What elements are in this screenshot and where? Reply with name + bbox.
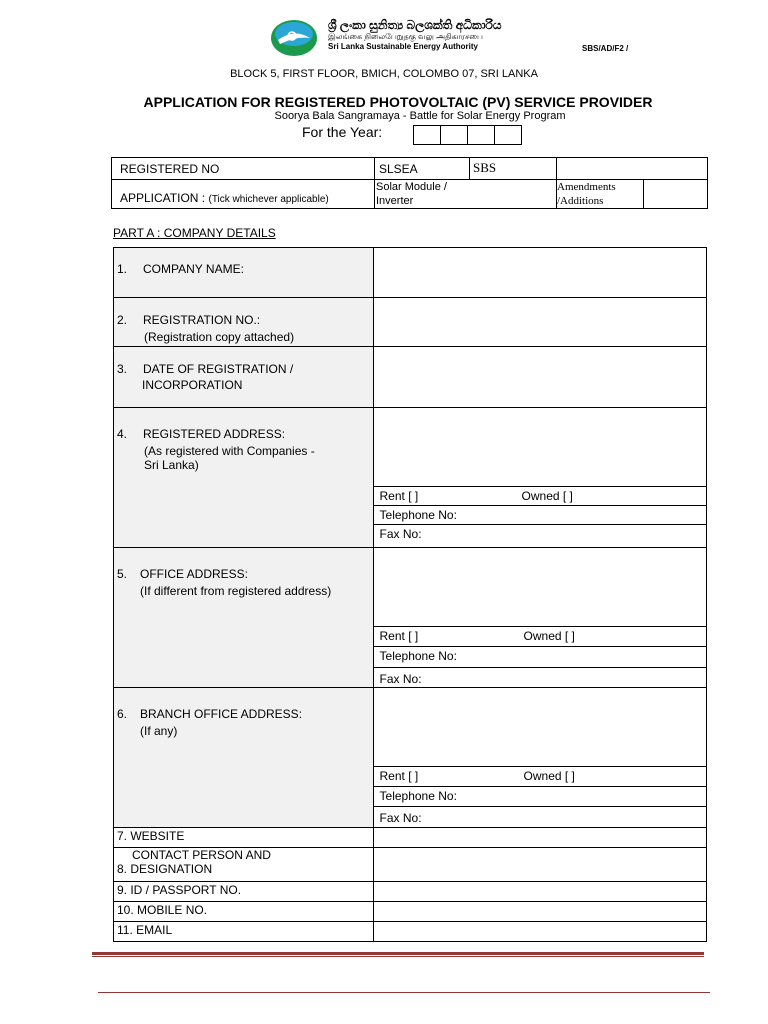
id-passport-field[interactable] [373,882,706,902]
amendments-tick-box[interactable] [644,180,708,209]
company-name-label: COMPANY NAME: [143,262,244,276]
slsea-logo [270,18,322,58]
telephone-field[interactable]: Telephone No: [374,786,706,806]
application-note: (Tick whichever applicable) [208,194,329,205]
tenure-line[interactable] [374,486,706,505]
bottom-rule [98,992,710,993]
form-title: APPLICATION FOR REGISTERED PHOTOVOLTAIC (PV) SERVICE PROVIDER [143,94,653,110]
year-digit-box[interactable] [413,125,441,145]
company-name-field[interactable] [373,248,706,298]
part-a-heading: PART A : COMPANY DETAILS [113,226,276,240]
website-label: 7. WEBSITE [117,829,185,843]
registration-no-label: REGISTRATION NO.: [143,313,261,327]
office-address-field[interactable] [374,548,706,626]
fax-field[interactable]: Fax No: [374,524,706,543]
footer-rule [92,952,704,955]
branch-office-address-field[interactable] [374,688,706,766]
row-number: 6. [117,707,128,721]
rent-option[interactable]: Rent [ ] [379,769,419,783]
contact-person-field[interactable] [373,848,706,882]
logo-line-english: Sri Lanka Sustainable Energy Authority [328,42,478,51]
fax-field[interactable]: Fax No: [374,667,706,687]
owned-option[interactable]: Owned [ ] [523,629,575,643]
year-digit-box[interactable] [467,125,495,145]
rent-option[interactable]: Rent [ ] [379,489,419,503]
amendments-option[interactable]: Amendments [557,181,616,193]
year-digit-box[interactable] [440,125,468,145]
company-details-table [113,247,707,942]
solar-module-option[interactable]: Solar Module / [376,181,447,193]
mobile-no-field[interactable] [373,902,706,922]
slsea-label: SLSEA [379,162,418,176]
form-subtitle: Soorya Bala Sangramaya - Battle for Solar Energy Program [274,110,566,122]
registered-address-label: REGISTERED ADDRESS: [143,427,286,441]
year-label: For the Year: [302,124,383,140]
id-passport-label: 9. ID / PASSPORT NO. [117,883,242,897]
registered-address-note: (As registered with Companies - [144,444,315,458]
registered-address-note-2: Sri Lanka) [144,458,199,472]
registration-no-note: (Registration copy attached) [144,330,295,344]
row-number: 2. [117,313,128,327]
registration-table [111,157,708,209]
office-address-label: OFFICE ADDRESS: [140,567,249,581]
designation-label: 8. DESIGNATION [117,862,213,876]
date-of-registration-field[interactable] [373,347,706,408]
year-digit-box[interactable] [494,125,522,145]
footer-rule-thin [92,956,704,957]
email-field[interactable] [373,922,706,942]
branch-office-note: (If any) [140,724,178,738]
authority-name [328,18,502,52]
owned-option[interactable]: Owned [ ] [523,769,575,783]
logo-line-sinhala: ශ්‍රී ලංකා සුනිත්‍ය බලශක්ති අධිකාරිය [328,18,502,32]
document-reference: SBS/AD/F2 / [582,44,629,53]
additions-option[interactable]: /Additions [557,195,604,207]
website-field[interactable] [373,828,706,848]
application-label: APPLICATION : [120,191,206,205]
email-label: 11. EMAIL [117,923,173,937]
contact-person-label: CONTACT PERSON AND [132,848,271,862]
office-address-note: (If different from registered address) [140,584,332,598]
registered-no-field[interactable] [557,158,708,180]
rent-option[interactable]: Rent [ ] [379,629,419,643]
registered-no-label: REGISTERED NO [120,162,220,176]
branch-office-address-label: BRANCH OFFICE ADDRESS: [140,707,303,721]
telephone-field[interactable]: Telephone No: [374,505,706,524]
date-of-registration-label: DATE OF REGISTRATION / [143,362,294,376]
tenure-line[interactable] [374,766,706,786]
row-number: 3. [117,362,128,376]
logo-line-tamil: இலங்கை நிலைபேறுதகு வலு அதிகாரசபை [328,32,483,41]
fax-field[interactable]: Fax No: [374,806,706,827]
row-number: 5. [117,567,128,581]
row-number: 1. [117,262,128,276]
row-number: 4. [117,427,128,441]
sbs-label: SBS [473,160,497,175]
incorporation-label: INCORPORATION [142,378,243,392]
authority-address: BLOCK 5, FIRST FLOOR, BMICH, COLOMBO 07, SRI LANKA [230,68,538,80]
owned-option[interactable]: Owned [ ] [521,489,573,503]
registration-no-field[interactable] [373,298,706,347]
registered-address-field[interactable] [374,408,706,486]
telephone-field[interactable]: Telephone No: [374,646,706,667]
inverter-option[interactable]: Inverter [376,195,414,207]
tenure-line[interactable] [374,626,706,646]
mobile-no-label: 10. MOBILE NO. [117,903,208,917]
year-input-boxes[interactable] [414,125,522,145]
